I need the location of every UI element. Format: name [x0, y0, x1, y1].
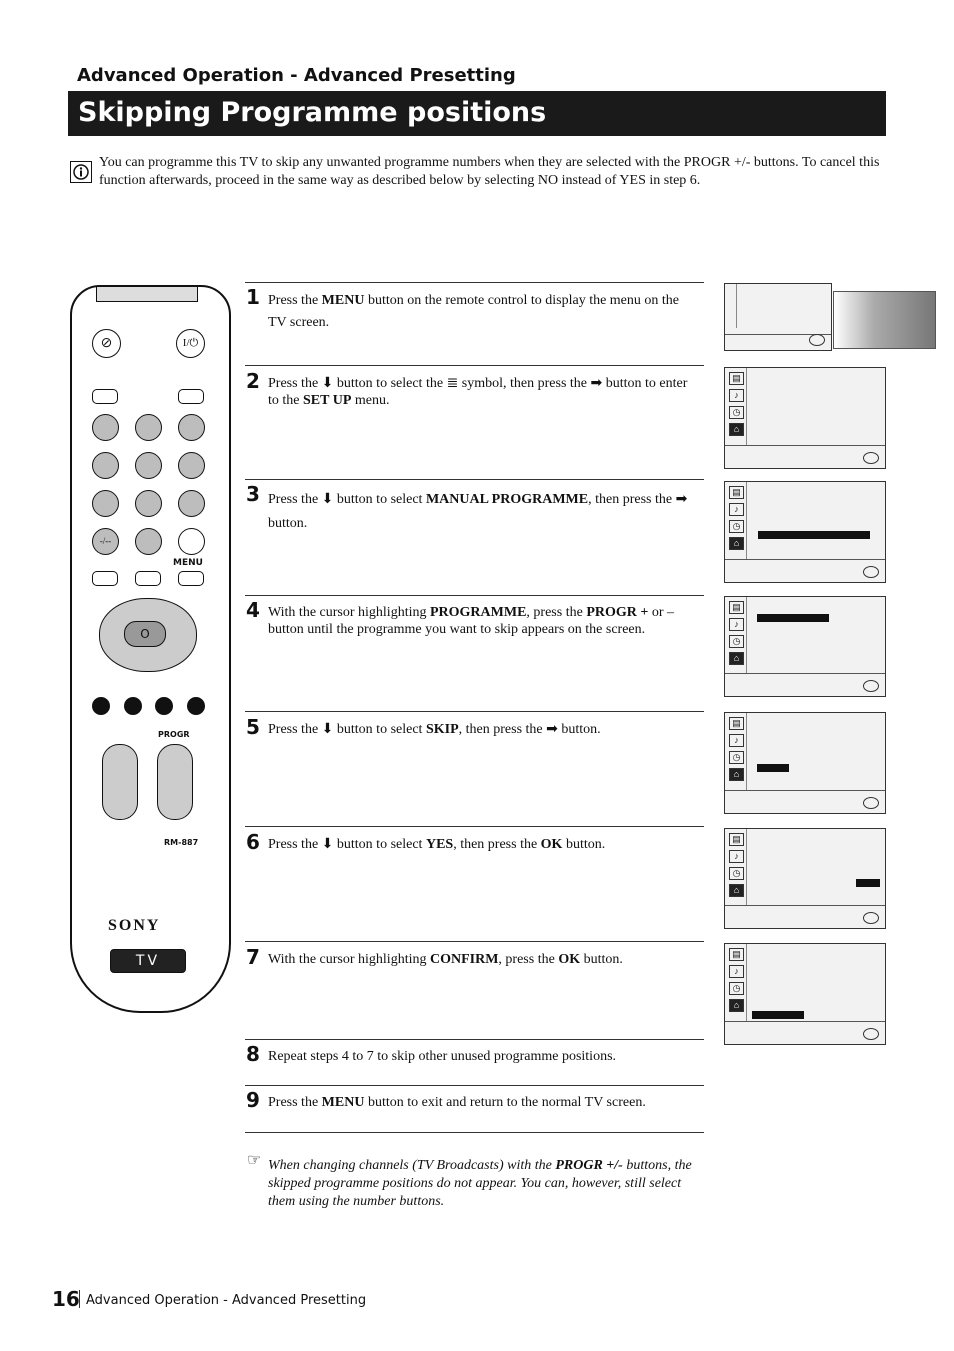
step-text: Press the ⬇ button to select SKIP, then press the ➡ button.: [268, 722, 601, 737]
step-number: 4: [246, 598, 260, 622]
sound-icon: ♪: [729, 389, 744, 402]
setup-icon: ⌂: [729, 537, 744, 550]
step-number: 8: [246, 1042, 260, 1066]
digit-entry-button[interactable]: [92, 528, 119, 555]
step-number: 6: [246, 830, 260, 854]
menu-bottom-bar: [725, 1021, 885, 1044]
tv-button[interactable]: [110, 949, 186, 973]
menu-bottom-bar: [725, 445, 885, 468]
num-button-9[interactable]: [178, 490, 205, 517]
progr-rocker[interactable]: [157, 744, 193, 820]
step-divider: [245, 479, 704, 480]
step-divider: [245, 1085, 704, 1086]
num-button-5[interactable]: [135, 452, 162, 479]
nav-icon: [863, 680, 879, 692]
step-text: Press the ⬇ button to select MANUAL PROGRAMME, then press the ➡ button.: [268, 492, 688, 531]
menu-bottom-bar: [725, 334, 831, 350]
menu-screen-2: [724, 367, 886, 469]
nav-icon: [863, 566, 879, 578]
timer-icon: ◷: [729, 982, 744, 995]
progr-label: PROGR: [158, 730, 190, 739]
nav-icon: [863, 1028, 879, 1040]
digit-entry-label: -/--: [99, 536, 112, 546]
menu-icon-column: [725, 829, 747, 905]
mute-icon: ⊘: [100, 336, 113, 351]
menu-icon-column: [725, 713, 747, 790]
picture-icon: ▤: [729, 948, 744, 961]
menu-screen-1: [724, 283, 832, 351]
menu-screen-5: [724, 712, 886, 814]
picture-icon: ▤: [729, 833, 744, 846]
menu-screen-4: [724, 596, 886, 697]
nav-icon: [809, 334, 825, 346]
sound-icon: ♪: [729, 965, 744, 978]
step-text: Repeat steps 4 to 7 to skip other unused programme positions.: [268, 1049, 617, 1064]
setup-icon: ⌂: [729, 423, 744, 436]
note-hand-icon: ☞: [247, 1152, 262, 1169]
info-icon: [70, 161, 92, 183]
step-divider: [245, 365, 704, 366]
volume-rocker[interactable]: [102, 744, 138, 820]
screen-button[interactable]: [155, 697, 173, 715]
menu-screen-6: [724, 828, 886, 929]
menu-bottom-bar: [725, 905, 885, 928]
footer-divider: [79, 1290, 80, 1308]
step-text: With the cursor highlighting CONFIRM, press the OK button.: [268, 952, 623, 967]
step-number: 2: [246, 369, 260, 393]
step-number: 5: [246, 715, 260, 739]
step-divider: [245, 826, 704, 827]
step-text: Press the MENU button on the remote control to display the menu on the TV screen.: [268, 293, 680, 330]
step-text: Press the ⬇ button to select the ≣ symbol, then press the ➡ button to enter to the SET UP menu.: [268, 376, 688, 408]
picture-icon: ▤: [729, 601, 744, 614]
num-button-2[interactable]: [135, 414, 162, 441]
sound-icon: ♪: [729, 850, 744, 863]
menu-screen-3: [724, 481, 886, 583]
title-bar: [68, 91, 886, 136]
menu-icon-column: [725, 944, 747, 1021]
menu-screen-7: [724, 943, 886, 1045]
num-button-8[interactable]: [135, 490, 162, 517]
step-text: Press the ⬇ button to select YES, then press the OK button.: [268, 837, 606, 852]
intro-text: You can programme this TV to skip any unwanted programme numbers when they are selected with the PROGR +/- buttons. To cancel this function afterwards, proceed in the same way as described below by selecting NO instead of YES in step 6.: [99, 155, 880, 188]
picture-icon: ▤: [729, 486, 744, 499]
position-button[interactable]: [187, 697, 205, 715]
menu-icon-column: [725, 368, 747, 445]
page-number: 16: [52, 1287, 80, 1311]
step-number: 1: [246, 285, 260, 309]
remote-ir-window: [96, 287, 198, 302]
step-divider: [245, 282, 704, 283]
highlight-bar: [856, 879, 880, 887]
timer-icon: ◷: [729, 520, 744, 533]
num-button-1[interactable]: [92, 414, 119, 441]
page-title: Skipping Programme positions: [78, 97, 547, 128]
step-number: 7: [246, 945, 260, 969]
nav-icon: [863, 912, 879, 924]
input-button[interactable]: [178, 389, 204, 404]
num-button-0[interactable]: [135, 528, 162, 555]
step-divider: [245, 1039, 704, 1040]
menu-bottom-bar: [725, 559, 885, 582]
menu-label: MENU: [173, 558, 203, 568]
setup-icon: ⌂: [729, 999, 744, 1012]
step-divider: [245, 595, 704, 596]
step-divider: [245, 941, 704, 942]
num-button-6[interactable]: [178, 452, 205, 479]
num-button-3[interactable]: [178, 414, 205, 441]
highlight-bar: [752, 1011, 804, 1019]
step-number: 3: [246, 482, 260, 506]
picture-icon: ▤: [729, 717, 744, 730]
tv-mode-button[interactable]: [92, 571, 118, 586]
jump-button[interactable]: [178, 528, 205, 555]
footer-text: Advanced Operation - Advanced Presetting: [86, 1293, 367, 1308]
menu-icon-column: [725, 597, 747, 673]
info-button[interactable]: [92, 389, 118, 404]
teletext-button[interactable]: [135, 571, 161, 586]
setup-icon: ⌂: [729, 768, 744, 781]
ok-label: O: [140, 627, 150, 641]
brand-logo: SONY: [108, 917, 161, 934]
model-label: RM-887: [164, 838, 199, 847]
timer-icon: ◷: [729, 751, 744, 764]
remote-control: [70, 285, 231, 1013]
section-heading: Advanced Operation - Advanced Presetting: [77, 65, 516, 86]
setup-icon: ⌂: [729, 884, 744, 897]
highlight-bar: [757, 614, 829, 622]
timer-icon: ◷: [729, 635, 744, 648]
menu-icon-column: [725, 482, 747, 559]
note-text: When changing channels (TV Broadcasts) with the PROGR +/- buttons, the skipped programme positions do not appear. You can, however, still select them using the number buttons.: [268, 1158, 692, 1209]
power-icon: I/⏻: [182, 337, 199, 349]
highlight-bar: [758, 531, 870, 539]
step-number: 9: [246, 1088, 260, 1112]
menu-button[interactable]: [178, 571, 204, 586]
sound-icon: ♪: [729, 618, 744, 631]
sound-icon: ♪: [729, 734, 744, 747]
menu-bottom-bar: [725, 790, 885, 813]
tv-set-image: [833, 291, 936, 349]
mute-button[interactable]: [92, 329, 121, 358]
step-divider: [245, 711, 704, 712]
step-divider: [245, 1132, 704, 1133]
menu-bottom-bar: [725, 673, 885, 696]
sound-button[interactable]: [92, 697, 110, 715]
highlight-bar: [757, 764, 789, 772]
timer-icon: ◷: [729, 867, 744, 880]
num-button-4[interactable]: [92, 452, 119, 479]
nav-icon: [863, 452, 879, 464]
picture-button[interactable]: [124, 697, 142, 715]
tv-label: TV: [135, 953, 161, 969]
timer-icon: ◷: [729, 406, 744, 419]
power-button[interactable]: [176, 329, 205, 358]
sound-icon: ♪: [729, 503, 744, 516]
menu-icon-column: [725, 284, 737, 328]
nav-icon: [863, 797, 879, 809]
ok-button[interactable]: [124, 621, 166, 647]
picture-icon: ▤: [729, 372, 744, 385]
num-button-7[interactable]: [92, 490, 119, 517]
step-text: With the cursor highlighting PROGRAMME, press the PROGR + or – button until the programme you want to skip appears on the screen.: [268, 605, 675, 637]
setup-icon: ⌂: [729, 652, 744, 665]
step-text: Press the MENU button to exit and return to the normal TV screen.: [268, 1095, 646, 1110]
